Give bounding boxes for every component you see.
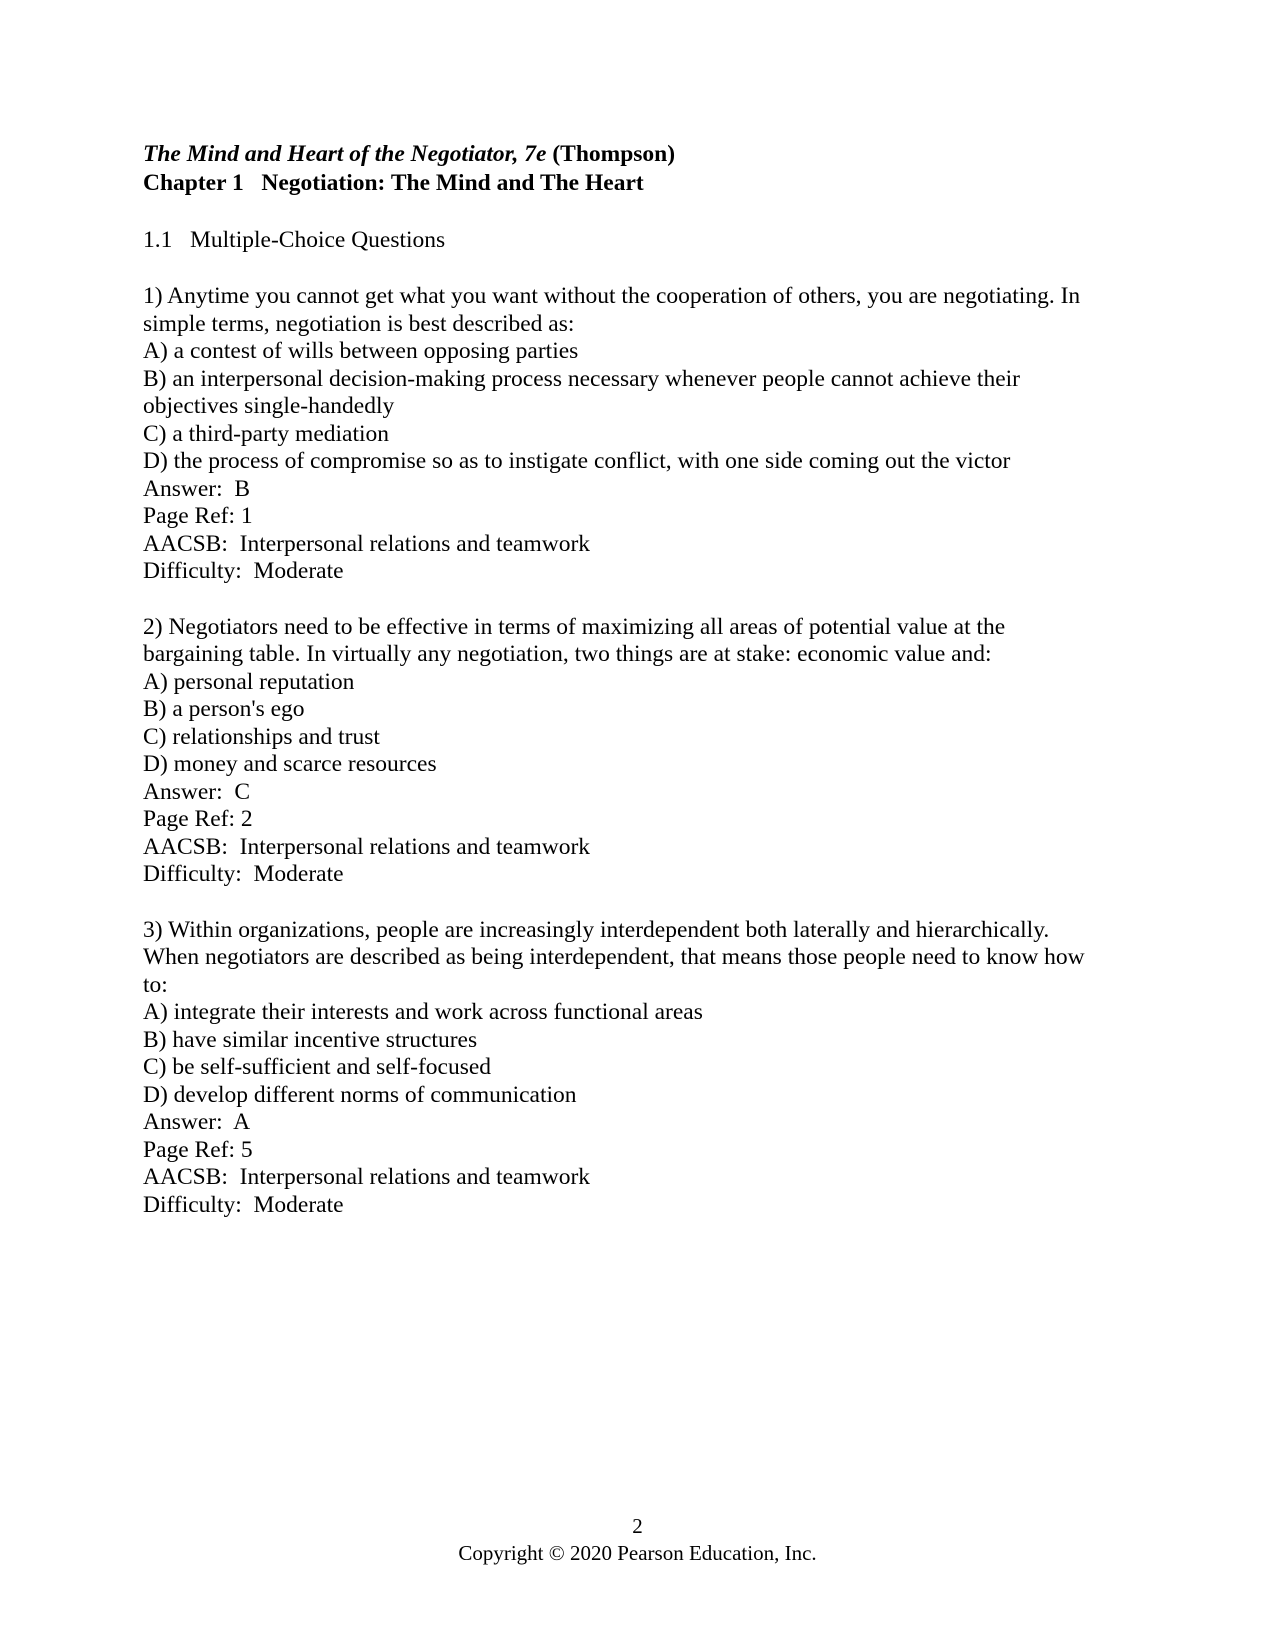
page-number: 2 bbox=[632, 1514, 643, 1538]
page-footer bbox=[0, 1513, 1275, 1567]
question-block bbox=[143, 614, 1093, 889]
question-option-a: A) integrate their interests and work across functional areas bbox=[143, 999, 703, 1025]
question-option-b: B) a person's ego bbox=[143, 696, 305, 722]
question-option-c: C) be self-sufficient and self-focused bbox=[143, 1054, 492, 1080]
question-option-a: A) a contest of wills between opposing parties bbox=[143, 338, 579, 364]
question-answer: Answer: B bbox=[143, 475, 251, 502]
question-block bbox=[143, 917, 1093, 1220]
question-option-d: D) money and scarce resources bbox=[143, 751, 437, 777]
question-page-ref: Page Ref: 5 bbox=[143, 1136, 253, 1163]
question-option-c: C) relationships and trust bbox=[143, 723, 380, 750]
document-header bbox=[143, 140, 1093, 198]
question-option-a: A) personal reputation bbox=[143, 668, 355, 695]
question-option-c: C) a third-party mediation bbox=[143, 420, 390, 447]
title-line bbox=[143, 140, 1093, 169]
question-aacsb: AACSB: Interpersonal relations and teamwork bbox=[143, 1164, 591, 1190]
question-stem: 3) Within organizations, people are increasingly interdependent both laterally and hierarchically. When negotiators are described as being interdependent, that means those people need to know how to: bbox=[143, 916, 1085, 998]
question-aacsb: AACSB: Interpersonal relations and teamwork bbox=[143, 833, 591, 860]
question-option-b: B) have similar incentive structures bbox=[143, 1026, 478, 1053]
question-aacsb: AACSB: Interpersonal relations and teamwork bbox=[143, 530, 591, 557]
question-option-d: D) the process of compromise so as to instigate conflict, with one side coming out the victor bbox=[143, 448, 1011, 474]
question-page-ref: Page Ref: 1 bbox=[143, 503, 253, 529]
question-difficulty: Difficulty: Moderate bbox=[143, 861, 344, 887]
question-option-d: D) develop different norms of communication bbox=[143, 1081, 577, 1108]
question-stem: 2) Negotiators need to be effective in terms of maximizing all areas of potential value at the bargaining table. In virtually any negotiation, two things are at stake: economic value and: bbox=[143, 613, 1006, 667]
question-difficulty: Difficulty: Moderate bbox=[143, 1191, 344, 1218]
question-difficulty: Difficulty: Moderate bbox=[143, 558, 344, 584]
question-block bbox=[143, 283, 1093, 586]
chapter-title: Chapter 1 Negotiation: The Mind and The Heart bbox=[143, 170, 644, 196]
question-page-ref: Page Ref: 2 bbox=[143, 806, 253, 832]
question-answer: Answer: C bbox=[143, 778, 251, 805]
question-stem: 1) Anytime you cannot get what you want without the cooperation of others, you are negotiating. In simple terms, negotiation is best described as: bbox=[143, 283, 1081, 337]
question-answer: Answer: A bbox=[143, 1109, 251, 1135]
page-content bbox=[143, 140, 1093, 1219]
book-title: The Mind and Heart of the Negotiator, 7e bbox=[143, 141, 547, 167]
section-heading: 1.1 Multiple-Choice Questions bbox=[143, 227, 446, 253]
copyright-notice: Copyright © 2020 Pearson Education, Inc. bbox=[458, 1541, 817, 1565]
book-author: (Thompson) bbox=[546, 141, 676, 167]
question-option-b: B) an interpersonal decision-making process necessary whenever people cannot achieve their objectives single-handedly bbox=[143, 365, 1020, 419]
